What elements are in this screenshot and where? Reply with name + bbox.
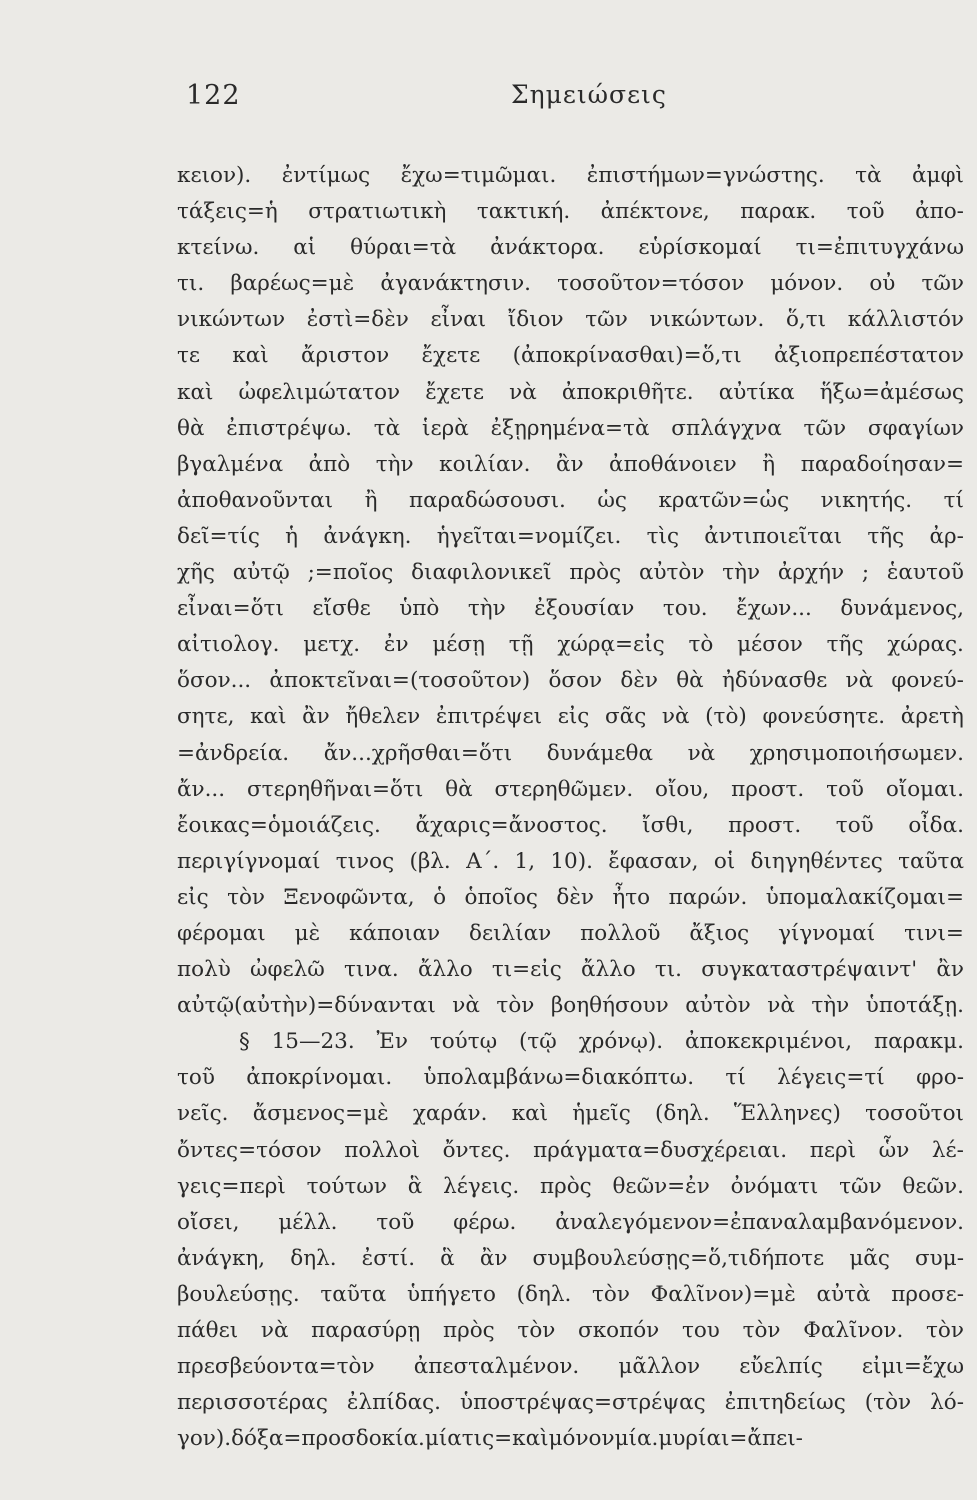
text-line: εἰς τὸν Ξενοφῶντα, ὁ ὁποῖος δὲν ἦτο παρών. ὑπομαλακίζομαι= bbox=[177, 884, 964, 910]
text-line: αὐτῷ(αὐτὴν)=δύνανται νὰ τὸν βοηθήσουν αὐτὸν νὰ τὴν ὑποτάξῃ. bbox=[177, 993, 964, 1019]
text-line: ἀνάγκη, δηλ. ἐστί. ἃ ἂν συμβουλεύσῃς=ὅ,τιδήποτε μᾶς συμ- bbox=[177, 1245, 964, 1271]
text-line: φέρομαι μὲ κάποιαν δειλίαν πολλοῦ ἄξιος γίγνομαί τινι= bbox=[177, 920, 964, 946]
text-line: πάθει νὰ παρασύρῃ πρὸς τὸν σκοπόν του τὸν Φαλῖνον. τὸν bbox=[177, 1318, 964, 1343]
text-line: τι. βαρέως=μὲ ἀγανάκτησιν. τοσοῦτον=τόσον μόνον. οὐ τῶν bbox=[177, 271, 964, 297]
text-line: ὄντες=τόσον πολλοὶ ὄντες. πράγματα=δυσχέρειαι. περὶ ὧν λέ- bbox=[177, 1137, 964, 1163]
text-line: ἔοικας=ὁμοιάζεις. ἄχαρις=ἄνοστος. ἴσθι, προστ. τοῦ οἶδα. bbox=[177, 812, 964, 838]
text-line: βγαλμένα ἀπὸ τὴν κοιλίαν. ἂν ἀποθάνοιεν ἢ παραδοίησαν= bbox=[177, 451, 964, 477]
text-line: οἴσει, μέλλ. τοῦ φέρω. ἀναλεγόμενον=ἐπαναλαμβανόμενον. bbox=[177, 1209, 964, 1235]
text-line: εἶναι=ὅτι εἴσθε ὑπὸ τὴν ἐξουσίαν του. ἔχων... δυνάμενος, bbox=[177, 596, 964, 622]
notes-text bbox=[177, 158, 964, 1457]
page-number: 122 bbox=[186, 80, 241, 111]
text-line: αἰτιολογ. μετχ. ἐν μέσῃ τῇ χώρᾳ=εἰς τὸ μέσον τῆς χώρας. bbox=[177, 632, 964, 658]
running-head: Σημειώσεις bbox=[511, 80, 667, 109]
text-line: ἄν... στερηθῆναι=ὅτι θὰ στερηθῶμεν. οἴου, προστ. τοῦ οἴομαι. bbox=[177, 776, 964, 802]
text-line: γεις=περὶ τούτων ἃ λέγεις. πρὸς θεῶν=ἐν ὀνόματι τῶν θεῶν. bbox=[177, 1173, 964, 1199]
text-line: πρεσβεύοντα=τὸν ἀπεσταλμένον. μᾶλλον εὔελπίς εἰμι=ἔχω bbox=[177, 1354, 964, 1380]
text-line: περιγίγνομαί τινος (βλ. Α΄. 1, 10). ἔφασαν, οἱ διηγηθέντες ταῦτα bbox=[177, 848, 964, 874]
text-line: πολὺ ὠφελῶ τινα. ἄλλο τι=εἰς ἄλλο τι. συγκαταστρέψαιντ' ἂν bbox=[177, 957, 964, 983]
text-line: τε καὶ ἄριστον ἔχετε (ἀποκρίνασθαι)=ὅ,τι ἀξιοπρεπέστατον bbox=[177, 343, 964, 369]
text-line: νικώντων ἐστὶ=δὲν εἶναι ἴδιον τῶν νικώντων. ὅ,τι κάλλιστόν bbox=[177, 307, 964, 333]
text-line: σητε, καὶ ἂν ἤθελεν ἐπιτρέψει εἰς σᾶς νὰ (τὸ) φονεύσητε. ἀρετὴ bbox=[177, 704, 964, 730]
text-line: ἀποθανοῦνται ἢ παραδώσουσι. ὡς κρατῶν=ὡς νικητής. τί bbox=[177, 487, 964, 513]
text-line: κτείνω. αἱ θύραι=τὰ ἀνάκτορα. εὑρίσκομαί τι=ἐπιτυγχάνω bbox=[177, 235, 964, 261]
text-line: χῆς αὐτῷ ;=ποῖος διαφιλονικεῖ πρὸς αὐτὸν τὴν ἀρχήν ; ἑαυτοῦ bbox=[177, 560, 964, 586]
text-line: τοῦ ἀποκρίνομαι. ὑπολαμβάνω=διακόπτω. τί λέγεις=τί φρο- bbox=[177, 1065, 964, 1091]
text-line: ὅσον... ἀποκτεῖναι=(τοσοῦτον) ὅσον δὲν θὰ ἠδύνασθε νὰ φονεύ- bbox=[177, 668, 964, 694]
text-line: θὰ ἐπιστρέψω. τὰ ἱερὰ ἐξῃρημένα=τὰ σπλάγχνα τῶν σφαγίων bbox=[177, 415, 964, 441]
text-line: περισσοτέρας ἐλπίδας. ὑποστρέψας=στρέψας ἐπιτηδείως (τὸν λό- bbox=[177, 1390, 964, 1416]
text-line: γον). δόξα=προσδοκία. μία τις=καὶ μόνον μία. μυρίαι=ἄπει- bbox=[177, 1426, 803, 1452]
page-header bbox=[186, 80, 897, 120]
text-line: τάξεις=ἡ στρατιωτικὴ τακτική. ἀπέκτονε, παρακ. τοῦ ἀπο- bbox=[177, 199, 964, 225]
text-line: δεῖ=τίς ἡ ἀνάγκη. ἡγεῖται=νομίζει. τὶς ἀντιποιεῖται τῆς ἀρ- bbox=[177, 523, 964, 549]
text-line: καὶ ὠφελιμώτατον ἔχετε νὰ ἀποκριθῆτε. αὐτίκα ἥξω=ἀμέσως bbox=[177, 379, 964, 405]
text-line: βουλεύσῃς. ταῦτα ὑπήγετο (δηλ. τὸν Φαλῖνον)=μὲ αὐτὰ προσε- bbox=[177, 1281, 964, 1307]
text-line: =ἀνδρεία. ἄν...χρῆσθαι=ὅτι δυνάμεθα νὰ χρησιμοποιήσωμεν. bbox=[177, 740, 964, 766]
text-line: § 15—23. Ἐν τούτῳ (τῷ χρόνῳ). ἀποκεκριμένοι, παρακμ. bbox=[239, 1029, 964, 1055]
text-line: κειον). ἐντίμως ἔχω=τιμῶμαι. ἐπιστήμων=γνώστης. τὰ ἀμφὶ bbox=[177, 163, 964, 188]
text-line: νεῖς. ἄσμενος=μὲ χαράν. καὶ ἡμεῖς (δηλ. Ἕλληνες) τοσοῦτοι bbox=[177, 1101, 964, 1127]
